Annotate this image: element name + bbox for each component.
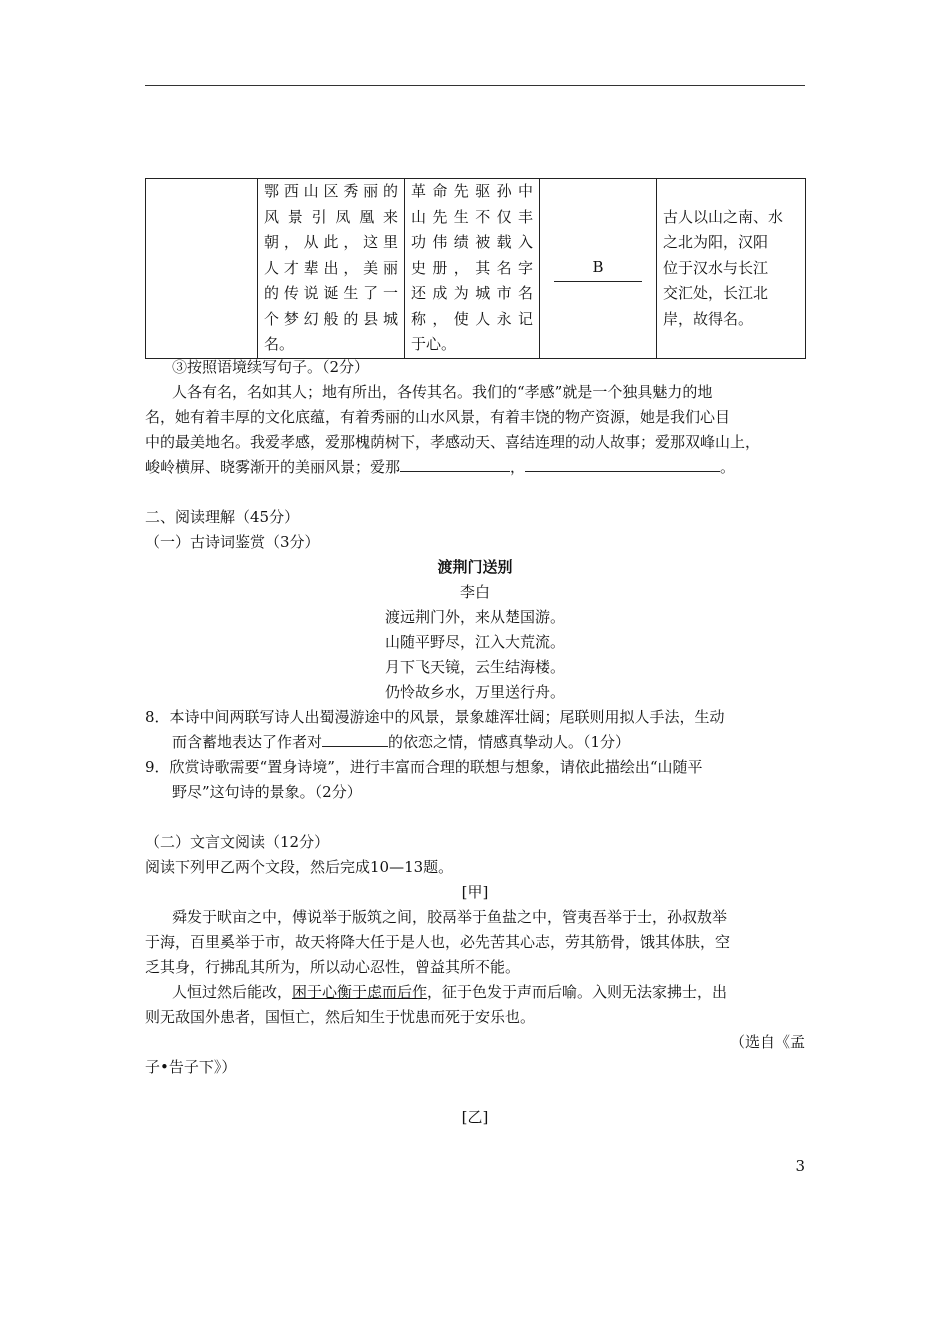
cell-line: 山先生不仅丰	[411, 207, 533, 226]
question-8-line2	[172, 730, 630, 754]
text: ，	[510, 458, 526, 476]
poem-line: 渡远荆门外，来从楚国游。	[384, 608, 565, 626]
text: ，征于色发于声而后喻。入则无法家拂士，出	[427, 983, 728, 1001]
cell-line: 名。	[264, 335, 295, 353]
cell-line: 风景引凤凰来	[264, 207, 398, 226]
passage-line: 乏其身，行拂乱其所为，所以动心忍性，曾益其所不能。	[145, 958, 521, 976]
table-cell-xianfeng	[258, 179, 405, 359]
poem-line: 月下飞天镜，云生结海楼。	[384, 658, 565, 676]
table-cell-zhongshan	[405, 179, 540, 359]
cell-line: 交汇处，长江北	[663, 284, 769, 302]
text: 峻岭横屏、晓雾渐开的美丽风景；爱那	[145, 458, 401, 476]
paragraph-line: 名，她有着丰厚的文化底蕴，有着秀丽的山水风景，有着丰饶的物产资源，她是我们心目	[145, 408, 731, 426]
passage-jia-label: [甲]	[461, 883, 489, 901]
answer-blank-1[interactable]	[400, 457, 510, 472]
answer-blank-b[interactable]: B	[554, 255, 642, 282]
cell-line: 功伟绩被载入	[411, 233, 533, 251]
header-rule	[145, 85, 805, 86]
cell-line: 朝，从此，这里	[264, 233, 398, 251]
source-citation-cont: 子•告子下》）	[145, 1058, 237, 1076]
poem-line: 仍怜故乡水，万里送行舟。	[384, 683, 565, 701]
cell-line: 还成为城市名	[411, 284, 533, 302]
cell-line: 于心。	[411, 335, 457, 353]
passage-line: 于海，百里奚举于市，故天将降大任于是人也，必先苦其心志，劳其筋骨，饿其体肤，空	[145, 933, 731, 951]
cell-line: 位于汉水与长江	[663, 258, 769, 277]
table-cell-hanyang	[657, 179, 806, 359]
cell-line: 称，使人永记	[411, 309, 533, 328]
cell-line: 革命先驱孙中	[411, 182, 533, 200]
paragraph-line: 中的最美地名。我爱孝感，爱那槐荫树下，孝感动天、喜结连理的动人故事；爱那双峰山上，	[145, 433, 761, 451]
instruction: 阅读下列甲乙两个文段，然后完成10—13题。	[145, 858, 454, 876]
cell-line: 史册，其名字	[411, 258, 533, 277]
cell-line: 鄂西山区秀丽的	[264, 182, 398, 200]
paragraph-line: 人各有名，名如其人；地有所出，各传其名。我们的“孝感”就是一个独具魅力的地	[172, 383, 713, 401]
question-3-label: ③按照语境续写句子。（2分）	[172, 358, 370, 376]
answer-blank-q8[interactable]	[322, 732, 388, 747]
passage-line	[172, 980, 727, 1004]
question-8: 8．本诗中间两联写诗人出蜀漫游途中的风景，景象雄浑壮阔；尾联则用拟人手法，生动	[145, 708, 725, 726]
text: 的依恋之情，情感真挚动人。（1分）	[388, 733, 631, 751]
paragraph-line-with-blanks	[145, 455, 735, 479]
subsection-heading: （一）古诗词鉴赏（3分）	[145, 533, 320, 551]
cell-line: 人才辈出，美丽	[264, 258, 398, 277]
subsection-heading: （二）文言文阅读（12分）	[145, 833, 330, 851]
poem-line: 山随平野尽，江入大荒流。	[384, 633, 565, 651]
answer-blank-2[interactable]	[525, 457, 720, 472]
cell-line: 岸，故得名。	[663, 309, 754, 328]
source-citation: （选自《孟	[729, 1033, 805, 1051]
cell-line: 个梦幻般的县城	[264, 309, 398, 328]
cell-line: 古人以山之南、水	[663, 207, 784, 226]
question-9-line2: 野尽”这句诗的景象。（2分）	[172, 783, 362, 801]
text: 人恒过然后能改，	[172, 983, 293, 1001]
text: 。	[720, 458, 736, 476]
poem-title: 渡荆门送别	[437, 558, 513, 576]
place-name-table	[145, 178, 806, 359]
passage-line: 则无敌国外患者，国恒亡，然后知生于忧患而死于安乐也。	[145, 1008, 536, 1026]
text: 而含蓄地表达了作者对	[172, 733, 323, 751]
section-heading: 二、阅读理解（45分）	[145, 508, 300, 526]
passage-yi-label: [乙]	[461, 1108, 489, 1126]
cell-line: 的传说诞生了一	[264, 284, 398, 302]
question-9: 9．欣赏诗歌需要“置身诗境”，进行丰富而合理的联想与想象，请依此描绘出“山随平	[145, 758, 703, 776]
table-cell-empty	[146, 179, 258, 359]
table-cell-blank-b	[540, 179, 657, 359]
page-number: 3	[795, 1157, 805, 1175]
underlined-phrase: 困于心衡于虑而后作	[292, 983, 428, 1001]
passage-line: 舜发于畎亩之中，傅说举于版筑之间，胶鬲举于鱼盐之中，管夷吾举于士，孙叔敖举	[172, 908, 728, 926]
cell-line: 之北为阳，汉阳	[663, 233, 769, 251]
poem-author: 李白	[459, 583, 490, 601]
